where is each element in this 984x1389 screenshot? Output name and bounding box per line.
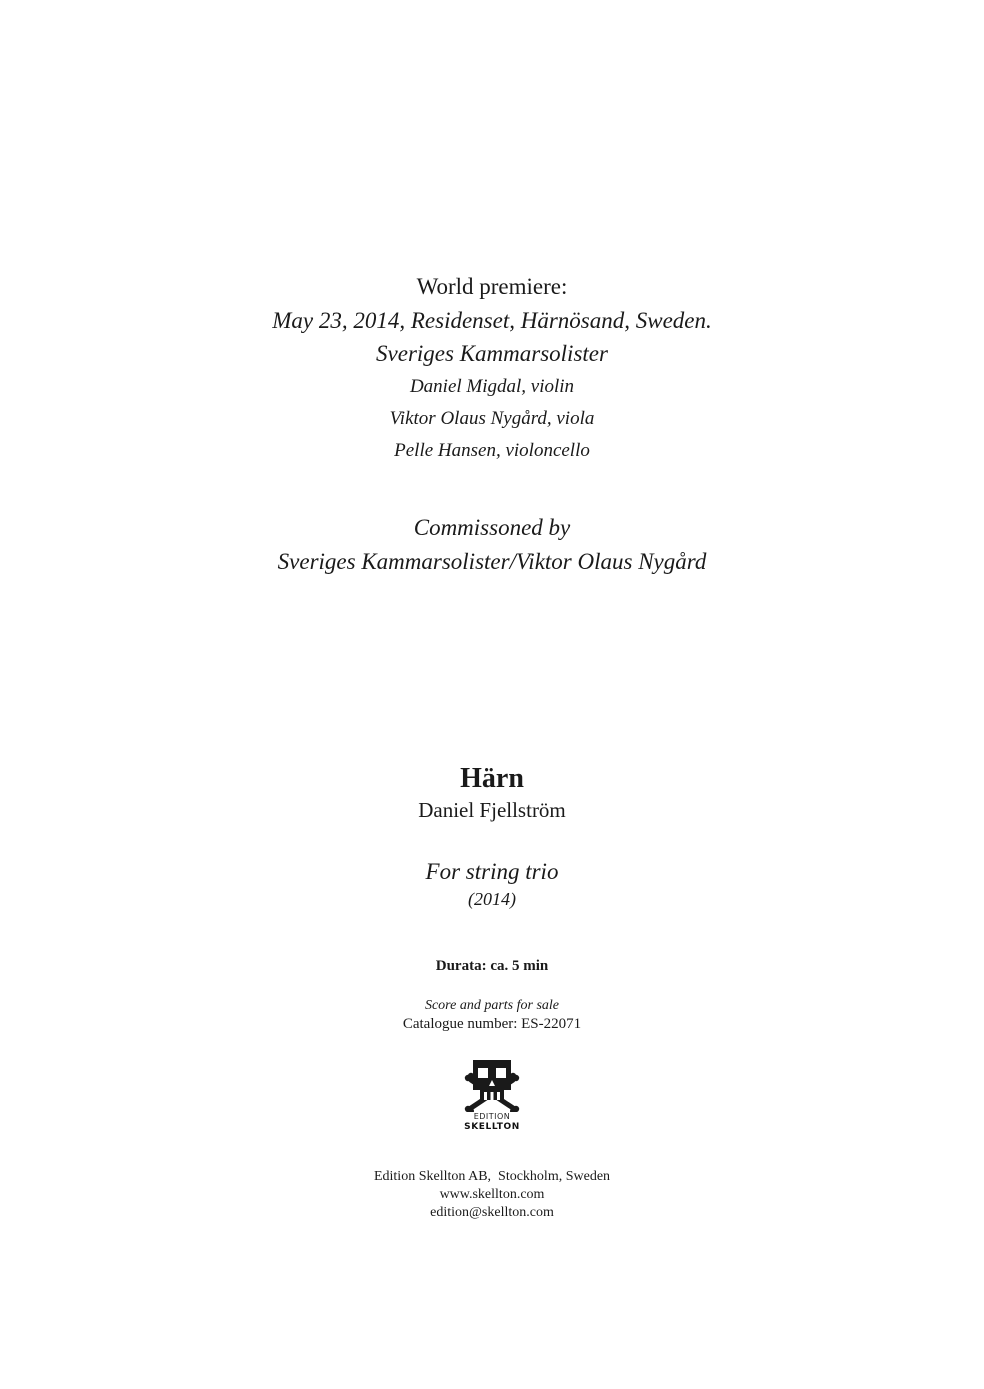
work-title: Härn: [460, 763, 524, 794]
performer-violin: Daniel Migdal, violin: [409, 376, 575, 397]
logo-edition-text: EDITION: [473, 1112, 511, 1121]
logo-skellton-text: SKELLTON: [464, 1122, 520, 1132]
composition-year: (2014): [468, 889, 516, 909]
premiere-heading: World premiere:: [416, 274, 568, 299]
premiere-date-place: May 23, 2014, Residenset, Härnösand, Sweden.: [272, 308, 712, 333]
commission-by: Sveriges Kammarsolister/Viktor Olaus Nygård: [277, 549, 707, 574]
publisher-name: Edition Skellton AB, Stockholm, Sweden: [373, 1169, 611, 1184]
publisher-email[interactable]: edition@skellton.com: [430, 1205, 554, 1220]
duration: Durata: ca. 5 min: [435, 958, 549, 974]
edition-skellton-logo: [459, 1058, 525, 1136]
catalogue-number: Catalogue number: ES-22071: [402, 1016, 582, 1032]
skull-crossbones-icon: [459, 1058, 525, 1112]
composer-name: Daniel Fjellström: [418, 798, 566, 822]
premiere-ensemble: Sveriges Kammarsolister: [376, 341, 608, 366]
performer-viola: Viktor Olaus Nygård, viola: [389, 408, 595, 429]
performer-violoncello: Pelle Hansen, violoncello: [394, 440, 590, 461]
publisher-website[interactable]: www.skellton.com: [439, 1187, 545, 1202]
scoring: For string trio: [425, 859, 559, 884]
sale-note: Score and parts for sale: [424, 998, 560, 1013]
commission-heading: Commissoned by: [413, 515, 571, 540]
